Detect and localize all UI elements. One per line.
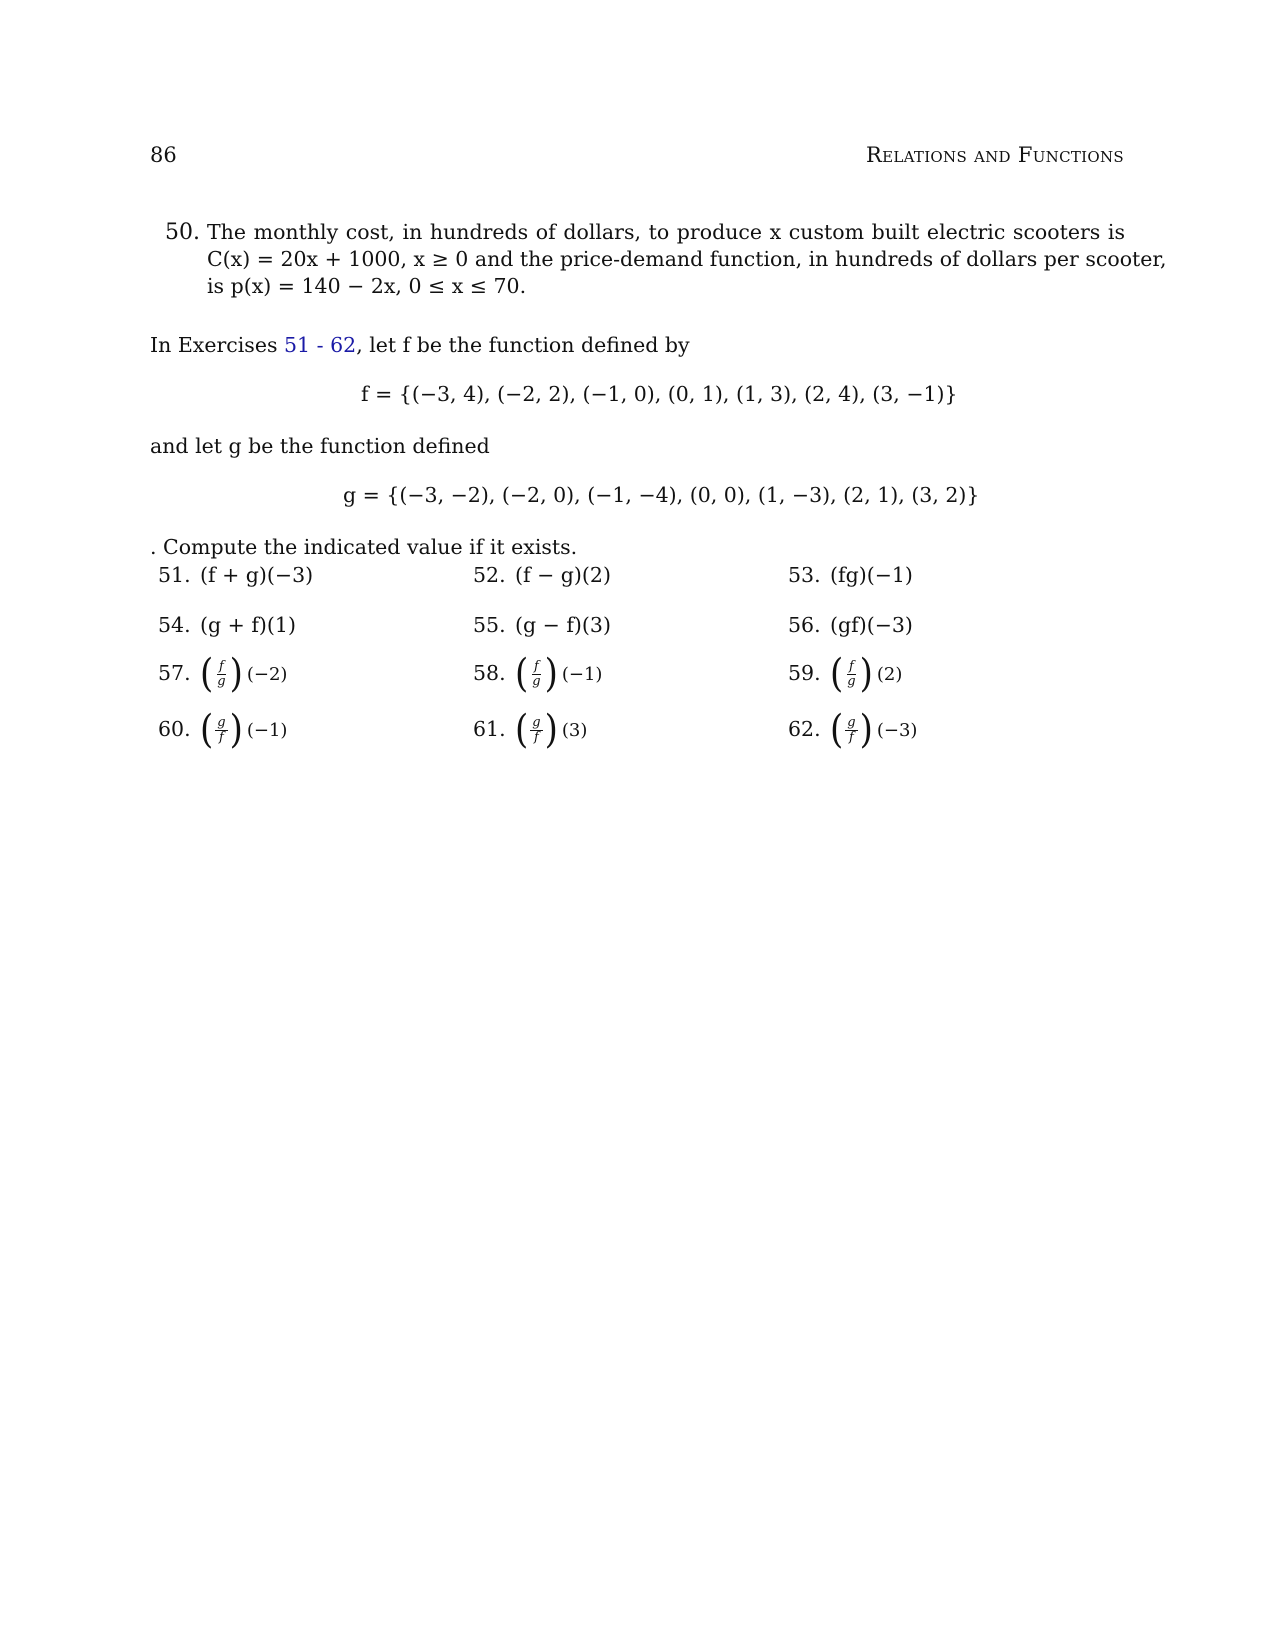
intro-suffix: , let f be the function defined by: [356, 333, 690, 357]
exercise-number: 61.: [473, 716, 506, 741]
fraction-expression: ( $\frac{g}{f}$ ) (3): [515, 707, 588, 753]
fraction-denominator: f: [849, 729, 854, 745]
fraction-expression: ( $\frac{f}{g}$ ) (−1): [515, 651, 603, 697]
exercise-number: 54.: [158, 613, 191, 637]
exercise-54: [158, 613, 296, 637]
fraction-denominator: f: [534, 729, 539, 745]
exercise-number: 55.: [473, 613, 506, 637]
fraction-numerator: f: [849, 658, 854, 674]
exercise-62: [788, 707, 918, 753]
intro-prefix: In Exercises: [150, 333, 278, 357]
fraction-denominator: g: [217, 673, 226, 689]
problem-number: 50.: [165, 220, 200, 245]
fraction-numerator: g: [532, 714, 541, 730]
exercise-61: [473, 707, 588, 753]
exercise-expression: (f − g)(2): [515, 563, 611, 587]
fraction-expression: ( $\frac{f}{g}$ ) (−2): [200, 651, 288, 697]
exercise-52: [473, 563, 611, 587]
exercise-57: [158, 651, 288, 697]
link-dash[interactable]: -: [316, 333, 324, 357]
fraction-expression: ( $\frac{g}{f}$ ) (−3): [830, 707, 918, 753]
fraction-numerator: f: [534, 658, 539, 674]
exercise-number: 58.: [473, 660, 506, 685]
exercise-number: 59.: [788, 660, 821, 685]
fraction-argument: (−1): [561, 663, 603, 685]
exercise-link-51[interactable]: 51: [284, 333, 311, 357]
exercise-60: [158, 707, 288, 753]
g-intro: and let g be the function defined: [150, 434, 490, 458]
compute-instruction: . Compute the indicated value if it exists.: [150, 535, 578, 559]
exercise-expression: (gf)(−3): [830, 613, 913, 637]
chapter-title: Relations and Functions: [865, 143, 1124, 167]
exercise-53: [788, 563, 913, 587]
exercise-51: [158, 563, 313, 587]
f-definition: f = {(−3, 4), (−2, 2), (−1, 0), (0, 1), (1, 3), (2, 4), (3, −1)}: [361, 382, 958, 406]
fraction-argument: (−1): [246, 719, 288, 741]
fraction-argument: (2): [876, 663, 903, 685]
exercise-expression: (f + g)(−3): [200, 563, 314, 587]
fraction-expression: ( $\frac{f}{g}$ ) (2): [830, 651, 903, 697]
exercise-number: 60.: [158, 716, 191, 741]
exercise-number: 62.: [788, 716, 821, 741]
problem-50-line-3: is p(x) = 140 − 2x, 0 ≤ x ≤ 70.: [207, 274, 527, 298]
exercise-expression: (g + f)(1): [200, 613, 296, 637]
page-header: [150, 143, 1124, 173]
exercise-56: [788, 613, 913, 637]
fraction-numerator: g: [217, 714, 226, 730]
exercise-expression: (fg)(−1): [830, 563, 913, 587]
exercise-link-62[interactable]: 62: [330, 333, 357, 357]
exercise-58: [473, 651, 603, 697]
fraction-denominator: g: [847, 673, 856, 689]
exercise-number: 56.: [788, 613, 821, 637]
exercise-expression: (g − f)(3): [515, 613, 611, 637]
fraction-argument: (−3): [876, 719, 918, 741]
fraction-numerator: g: [847, 714, 856, 730]
exercise-59: [788, 651, 903, 697]
exercise-number: 53.: [788, 563, 821, 587]
fraction-denominator: g: [532, 673, 541, 689]
problem-50-line-1: The monthly cost, in hundreds of dollars, to produce x custom built electric scooters is: [207, 220, 1125, 244]
exercise-number: 52.: [473, 563, 506, 587]
exercise-55: [473, 613, 611, 637]
exercise-number: 57.: [158, 660, 191, 685]
exercises-intro: [150, 333, 690, 357]
fraction-argument: (−2): [246, 663, 288, 685]
fraction-expression: ( $\frac{g}{f}$ ) (−1): [200, 707, 288, 753]
fraction-numerator: f: [219, 658, 224, 674]
page-number: 86: [150, 143, 177, 167]
g-definition: g = {(−3, −2), (−2, 0), (−1, −4), (0, 0), (1, −3), (2, 1), (3, 2)}: [343, 483, 980, 507]
fraction-denominator: f: [219, 729, 224, 745]
problem-50-line-2: C(x) = 20x + 1000, x ≥ 0 and the price-demand function, in hundreds of dollars per scooter,: [207, 247, 1167, 271]
fraction-argument: (3): [561, 719, 588, 741]
exercise-number: 51.: [158, 563, 191, 587]
